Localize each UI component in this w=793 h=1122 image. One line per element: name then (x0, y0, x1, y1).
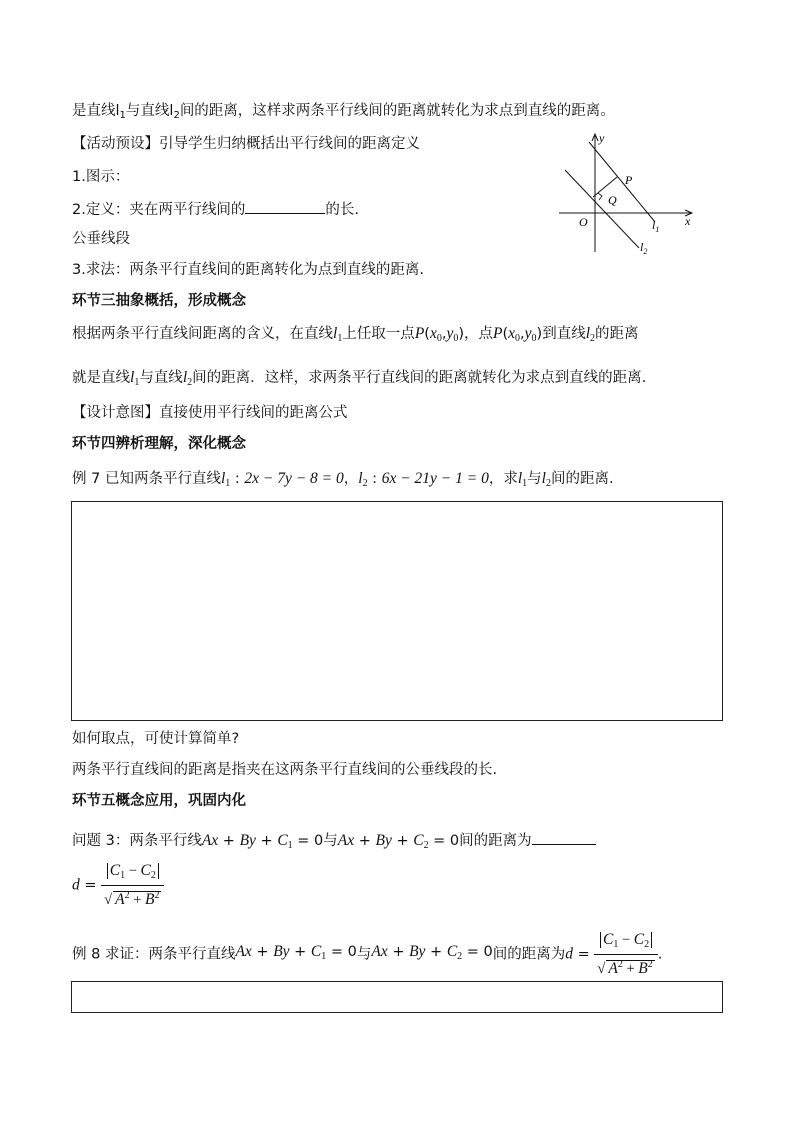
x-axis-label: x (685, 214, 691, 228)
question-3: 问题 3：两条平行线$Ax + By + C_1 = 0$与$Ax + By + C_2 = 0$间的距离为 (72, 829, 596, 856)
l1-label: $l_1$ (652, 218, 660, 234)
point-p-label: P (625, 173, 633, 187)
figure-label: 1.图示： (72, 169, 130, 185)
how-to-choose-point: 如何取点，可使计算简单? (72, 731, 240, 747)
origin-label: O (579, 215, 588, 229)
concept-paragraph-2: 就是直线$l_1$与直线$l_2$间的距离．这样，求两条平行直线间的距离就转化为求点到直线的距离. (72, 369, 647, 388)
stage3-heading: 环节三抽象概括，形成概念 (72, 293, 246, 309)
intro-line: 是直线$l_1$与直线$l_2$间的距离，这样求两条平行线间的距离就转化为求点到直线的距离。 (72, 103, 615, 121)
activity-line: 【活动预设】引导学生归纳概括出平行线间的距离定义 (72, 136, 420, 152)
stage5-heading: 环节五概念应用，巩固内化 (72, 793, 246, 809)
question-3-blank (532, 829, 596, 845)
parallel-lines-figure (555, 130, 705, 255)
l2-label: $l_2$ (640, 240, 648, 255)
concept-paragraph: 根据两条平行直线间距离的含义，在直线$l_1$上任取一点$P(x_0,y_0)$，点$P(x_0,y_0)$到直线$l_2$的距离 (72, 325, 639, 344)
definition-blank (245, 198, 325, 214)
y-axis-label: y (599, 131, 605, 145)
design-tag: 【设计意图】 (72, 405, 159, 421)
activity-tag: 【活动预设】 (72, 136, 159, 152)
distance-definition: 两条平行直线间的距离是指夹在这两条平行直线间的公垂线段的长. (72, 762, 498, 778)
distance-formula: d = $\frac{C_1 - C_2}{√ A^2 + B^2}$ (72, 862, 164, 909)
design-line: 【设计意图】直接使用平行线间的距离公式 (72, 405, 348, 421)
stage4-heading: 环节四辨析理解，深化概念 (72, 436, 246, 452)
common-segment-answer: 公垂线段 (72, 231, 130, 247)
example-8: 例 8 求证：两条平行直线$Ax + By + C_1 = 0$与$Ax + By + C_2 = 0$间的距离为d = $\frac{C_1 - C_2}{√ A^2 + B^2}$ . (72, 931, 663, 977)
example-7-answer-box[interactable] (71, 501, 723, 721)
method-line: 3.求法：两条平行直线间的距离转化为点到直线的距离. (72, 262, 424, 278)
point-q-label: Q (608, 193, 617, 207)
example-8-answer-box[interactable] (71, 981, 723, 1013)
definition-line: 2.定义：夹在两平行线间的 的长. (72, 198, 359, 220)
example-7: 例 7 已知两条平行直线$l_1$ : 2x − 7y − 8 = 0，$l_2$ : 6x − 21y − 1 = 0，求$l_1$与$l_2$间的距离. (72, 470, 614, 489)
